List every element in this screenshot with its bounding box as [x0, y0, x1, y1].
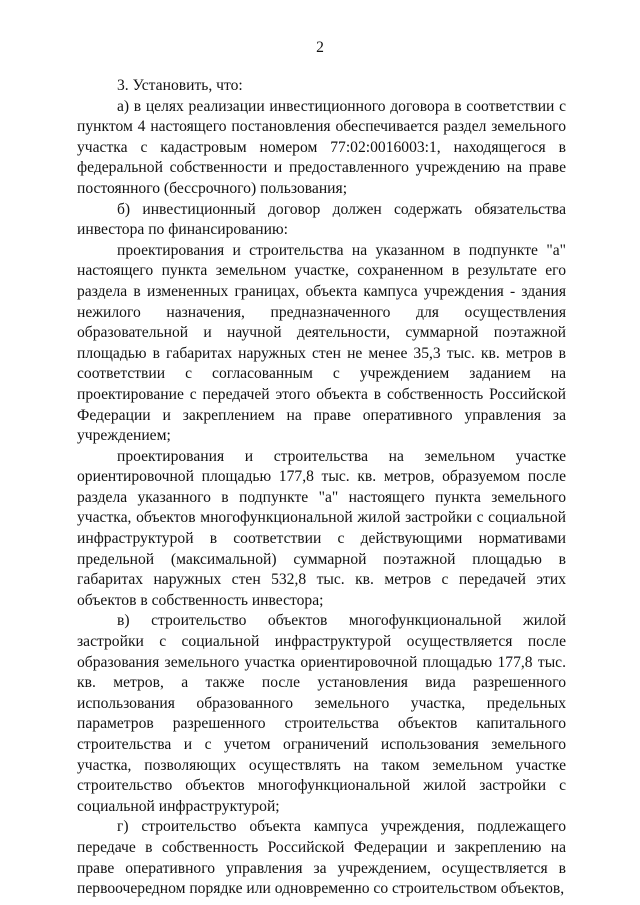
paragraph-subitem-g: г) строительство объекта кампуса учреждения, подлежащего передаче в собственность Российской Федерации и закреплению на праве оперативного управления за учреждением, осуществляется в первоочередном порядке или одновременно со строительством объектов, [77, 818, 566, 898]
paragraph-residential-financing: проектирования и строительства на земельном участке ориентировочной площадью 177,8 тыс. кв. метров, образуемом после раздела указанного в подпункте "а" настоящего пункта земельного участка, объектов многофункциональной жилой застройки с социальной инфраструктурой в соответствии с действующими нормативами предельной (максимальной) суммарной поэтажной площадью в габаритах наружных стен 532,8 тыс. кв. метров с передачей этих объектов в собственность инвестора; [77, 447, 566, 609]
paragraph-subitem-v: в) строительство объектов многофункциональной жилой застройки с социальной инфраструктурой осуществляется после образования земельного участка ориентировочной площадью 177,8 тыс. кв. метров, а также после установления вида разрешенного использования образованного земельного участка, предельных параметров разрешенного строительства объектов капитального строительства и с учетом ограничений использования земельного участка, позволяющих осуществлять на таком земельном участке строительство объектов многофункциональной жилой застройки с социальной инфраструктурой; [77, 612, 566, 815]
document-body [77, 76, 566, 900]
paragraph-section-3: 3. Установить, что: [117, 77, 243, 94]
paragraph-subitem-b: б) инвестиционный договор должен содержать обязательства инвестора по финансированию: [77, 200, 566, 239]
paragraph-campus-financing: проектирования и строительства на указанном в подпункте "а" настоящего пункта земельном участке, сохраненном в результате его раздела в измененных границах, объекта кампуса учреждения - здания нежилого назначения, предназначенного для осуществления образовательной и научной деятельности, суммарной поэтажной площадью в габаритах наружных стен не менее 35,3 тыс. кв. метров в соответствии с согласованным с учреждением заданием на проектирование с передачей этого объекта в собственность Российской Федерации и закреплением на праве оперативного управления за учреждением; [77, 241, 566, 445]
page-number: 2 [316, 39, 324, 56]
paragraph-subitem-a: а) в целях реализации инвестиционного договора в соответствии с пунктом 4 настоящего постановления обеспечивается раздел земельного участка с кадастровым номером 77:02:0016003:1, находящегося в федеральной собственности и предоставленного учреждению на праве постоянного (бессрочного) пользования; [77, 97, 566, 197]
